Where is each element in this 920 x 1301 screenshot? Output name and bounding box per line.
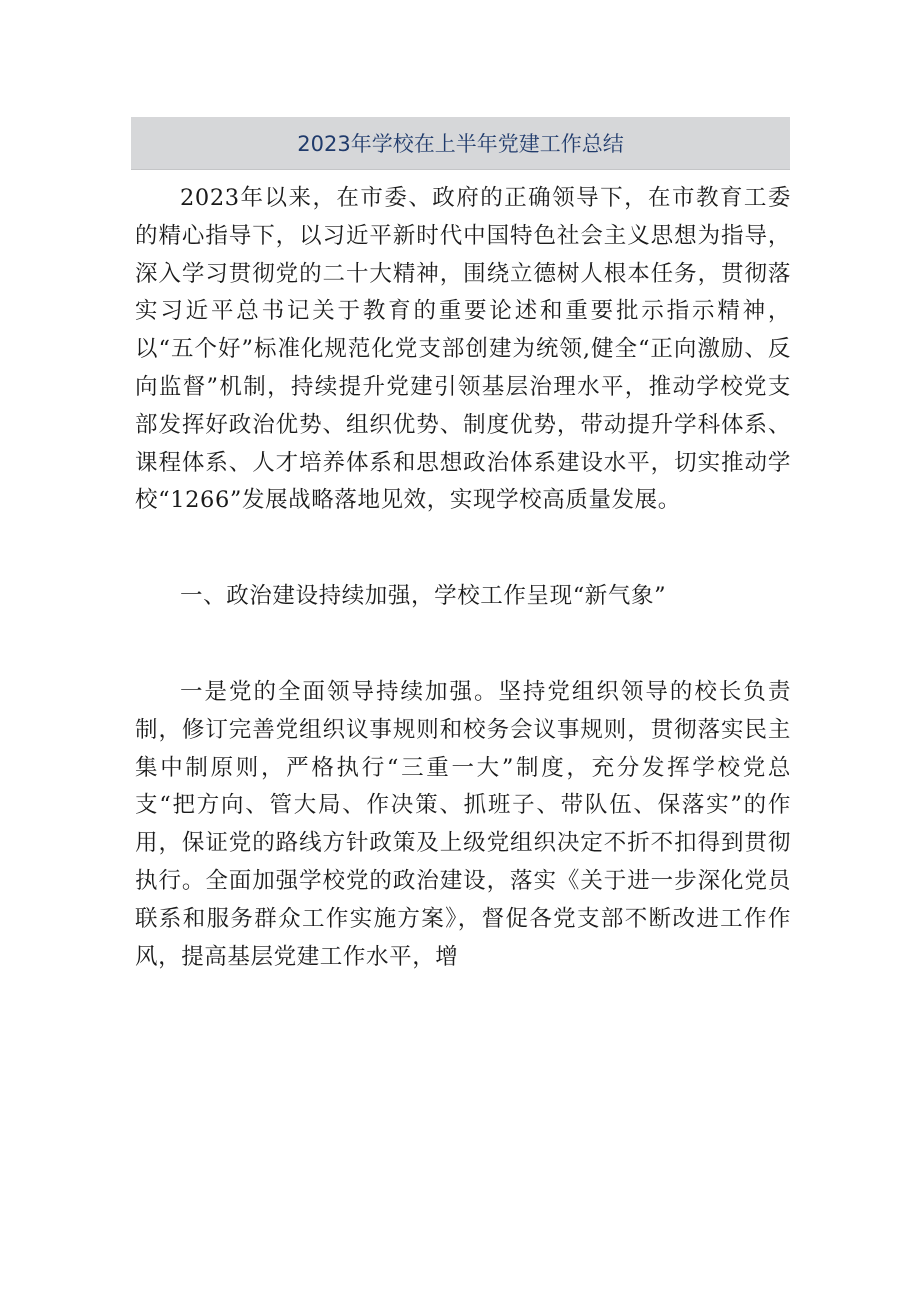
document-body <box>135 180 791 976</box>
spacer <box>135 616 791 674</box>
section-1-heading: 一、政治建设持续加强，学校工作呈现“新气象” <box>180 583 667 610</box>
section-1-paragraph: 一是党的全面领导持续加强。坚持党组织领导的校长负责制，修订完善党组织议事规则和校务会议事规则，贯彻落实民主集中制原则，严格执行“三重一大”制度，充分发挥学校党总支“把方向、管大局、作决策、抓班子、带队伍、保落实”的作用，保证党的路线方针政策及上级党组织决定不折不扣得到贯彻执行。全面加强学校党的政治建设，落实《关于进一步深化党员联系和服务群众工作实施方案》，督促各党支部不断改进工作作风，提高基层党建工作水平，增 <box>135 678 791 970</box>
title-banner <box>131 117 790 170</box>
intro-paragraph: 2023年以来，在市委、政府的正确领导下，在市教育工委的精心指导下，以习近平新时代中国特色社会主义思想为指导，深入学习贯彻党的二十大精神，围绕立德树人根本任务，贯彻落实习近平总书记关于教育的重要论述和重要批示指示精神，以“五个好”标准化规范化党支部创建为统领,健全“正向激励、反向监督”机制，持续提升党建引领基层治理水平，推动学校党支部发挥好政治优势、组织优势、制度优势，带动提升学科体系、课程体系、人才培养体系和思想政治体系建设水平，切实推动学校“1266”发展战略落地见效，实现学校高质量发展。 <box>135 185 791 514</box>
document-title: 2023年学校在上半年党建工作总结 <box>297 132 624 156</box>
spacer <box>135 520 791 578</box>
